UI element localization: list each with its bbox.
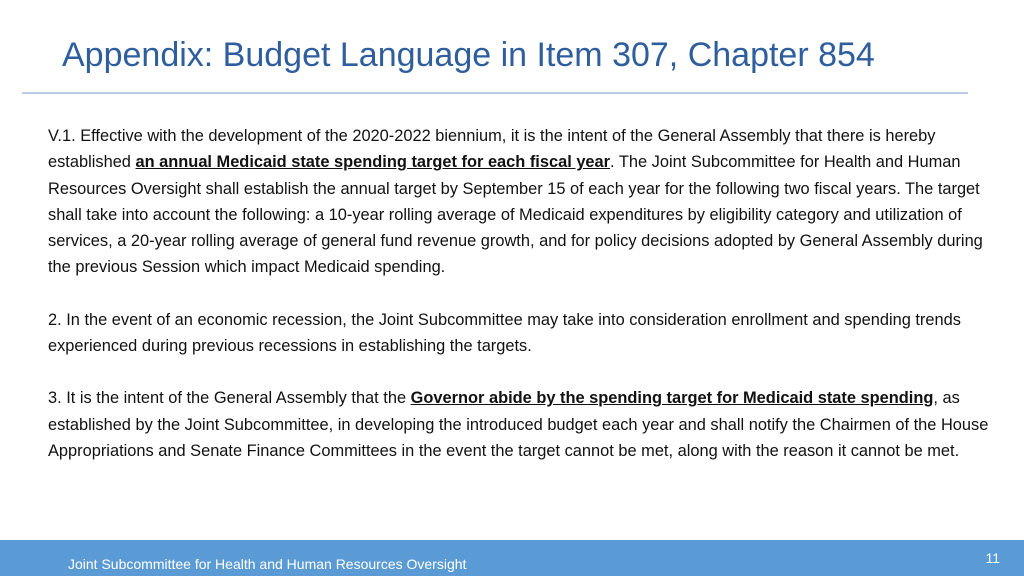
paragraph-3 <box>48 385 998 464</box>
page-number: 11 <box>985 550 1000 566</box>
paragraph-3-emphasis: Governor abide by the spending target for Medicaid state spending <box>410 389 934 408</box>
paragraph-v1-text-start: V.1. Effective with the development of the 2020-2022 biennium, it is the intent of the General Assembly that there is hereby established <box>48 127 936 172</box>
title-divider <box>22 92 968 94</box>
paragraph-v1-emphasis: an annual Medicaid state spending target for each fiscal year <box>135 153 611 172</box>
footer-text: Joint Subcommittee for Health and Human Resources Oversight <box>68 556 467 572</box>
footer-bar <box>0 540 1024 576</box>
slide-title: Appendix: Budget Language in Item 307, Chapter 854 <box>62 36 875 74</box>
paragraph-2: 2. In the event of an economic recession, the Joint Subcommittee may take into consideration enrollment and spending trends experienced during previous recessions in establishing the targets. <box>48 310 961 356</box>
paragraph-3-text-start: 3. It is the intent of the General Assembly that the <box>48 389 411 408</box>
paragraph-v1 <box>48 123 998 281</box>
slide-body <box>48 123 998 464</box>
paragraph-v1-text-end: . The Joint Subcommittee for Health and Human Resources Oversight shall establish the annual target by September 15 of each year for the following two fiscal years. The target shall take into account the following: a 10-year rolling average of Medicaid expenditures by eligibility category and utilization of services, a 20-year rolling average of general fund revenue growth, and for policy decisions adopted by General Assembly during the previous Session which impact Medicaid spending. <box>48 153 983 277</box>
paragraph-3-text-end: , as established by the Joint Subcommittee, in developing the introduced budget each year and shall notify the Chairmen of the House Appropriations and Senate Finance Committees in the event the target cannot be met, along with the reason it cannot be met. <box>48 389 989 460</box>
